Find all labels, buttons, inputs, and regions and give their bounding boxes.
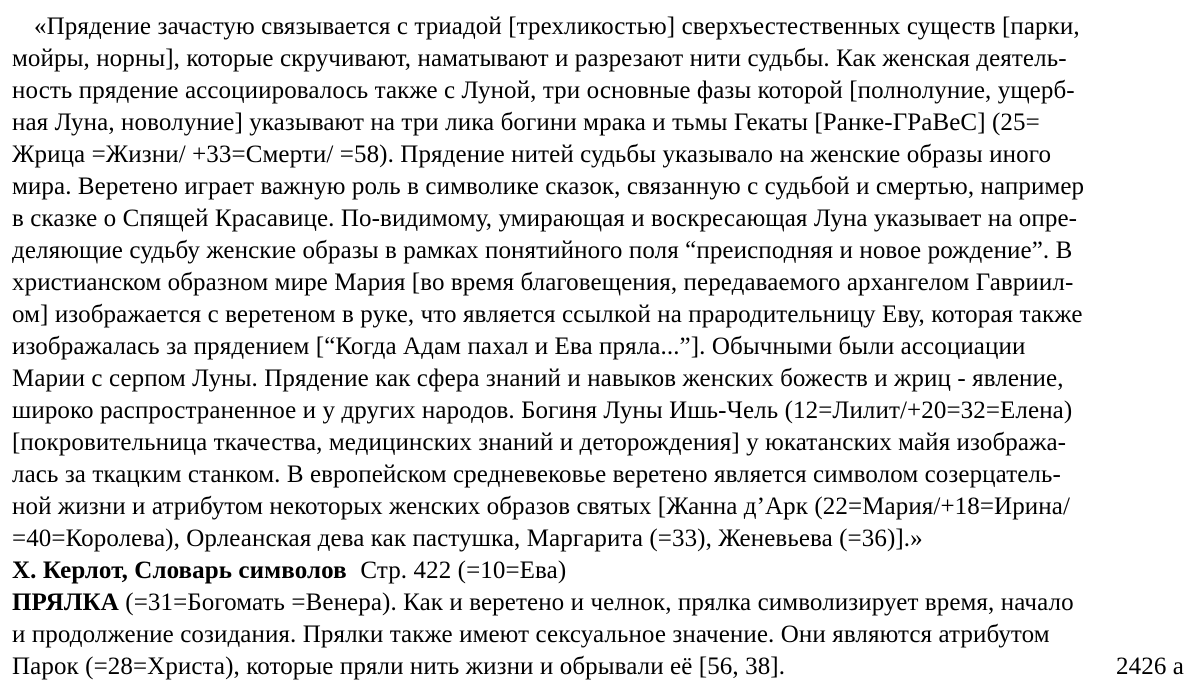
quote-line: христианском образном мире Мария [во время благовещения, передаваемого архангелом Гавриил- <box>12 269 1074 296</box>
entry-text: (=31=Богомать =Венера). Как и веретено и челнок, прялка символизирует время, начало <box>118 589 1074 616</box>
quote-line: ной жизни и атрибутом некоторых женских образов святых [Жанна д’Арк (22=Мария/+18=Ирина/ <box>12 493 1071 520</box>
quote-line: изображалась за прядением [“Когда Адам пахал и Ева пряла...”]. Обычными были ассоциации <box>12 333 1026 360</box>
quote-line: деляющие судьбу женские образы в рамках понятийного поля “преисподняя и новое рождение”. В <box>12 237 1073 264</box>
quote-line: мира. Веретено играет важную роль в символике сказок, связанную с судьбой и смертью, например <box>12 173 1085 200</box>
quote-line: ная Луна, новолуние] указывают на три лика богини мрака и тьмы Гекаты [Ранке-ГРаВеС] (25= <box>12 109 1040 136</box>
quote-line: широко распространенное и у других народов. Богиня Луны Ишь-Чель (12=Лилит/+20=32=Елена) <box>12 397 1073 424</box>
source-page-ref: Стр. 422 (=10=Ева) <box>360 557 567 584</box>
entry-last-line <box>12 651 1190 683</box>
page-number: 2426 а <box>1116 653 1184 680</box>
quote-line: =40=Королева), Орлеанская дева как пастушка, Маргарита (=33), Женевьева (=36)].» <box>12 525 923 552</box>
entry-text: Парок (=28=Христа), которые пряли нить жизни и обрывали её [56, 38]. <box>12 653 786 680</box>
entry-line <box>12 587 1190 619</box>
quote-line: Жрица =Жизни/ +33=Смерти/ =58). Прядение нитей судьбы указывало на женские образы иного <box>12 141 1052 168</box>
source-author-title: Х. Керлот, Словарь символов <box>12 557 347 584</box>
quote-line: в сказке о Спящей Красавице. По-видимому, умирающая и воскресающая Луна указывает на опре- <box>12 205 1078 232</box>
quote-line: лась за ткацким станком. В европейском средневековье веретено является символом созерцатель- <box>12 461 1061 488</box>
quote-line: мойры, норны], которые скручивают, наматывают и разрезают нити судьбы. Как женская деятель- <box>12 45 1067 72</box>
entry-term: ПРЯЛКА <box>12 589 119 616</box>
source-citation-line <box>12 555 1190 587</box>
entry-line: и продолжение созидания. Прялки также имеют сексуальное значение. Они являются атрибутом <box>12 621 1050 648</box>
quote-line: ом] изображается с веретеном в руке, что является ссылкой на прародительницу Еву, которая также <box>12 301 1083 328</box>
quote-line: ность прядение ассоциировалось также с Луной, три основные фазы которой [полнолуние, ущерб- <box>12 77 1075 104</box>
quote-line: [покровительница ткачества, медицинских знаний и деторождения] у юкатанских майя изобража- <box>12 429 1067 456</box>
quote-line: Марии с серпом Луны. Прядение как сфера знаний и навыков женских божеств и жриц - явление, <box>12 365 1064 392</box>
quote-line: «Прядение зачастую связывается с триадой [трехликостью] сверхъестественных существ [парки, <box>34 13 1080 40</box>
